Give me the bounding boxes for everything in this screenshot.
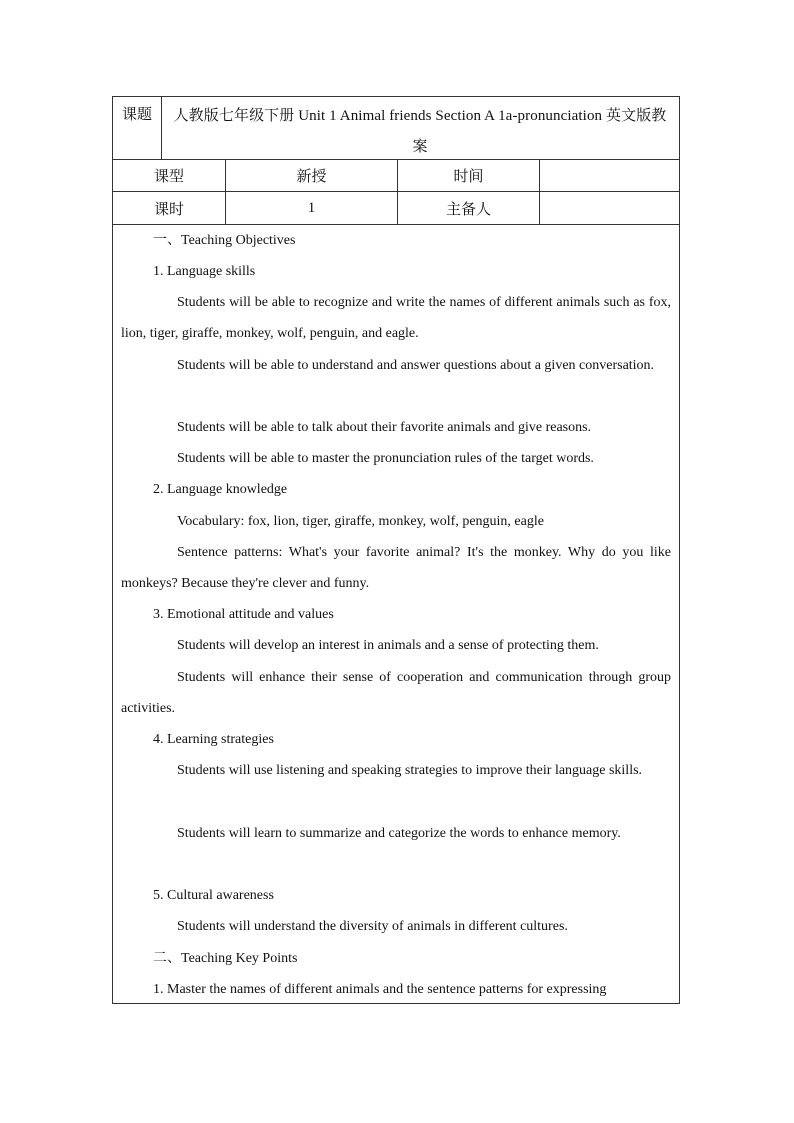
paragraph: Students will be able to master the pronunciation rules of the target words. [177, 451, 594, 466]
subheading-emotional-attitude: 3. Emotional attitude and values [153, 607, 334, 622]
paragraph: Students will be able to understand and answer questions about a given conversation. [177, 358, 655, 373]
period-label: 课时 [153, 201, 184, 218]
paragraph: Students will be able to recognize and write the names of different animals such as fox, lion, tiger, giraffe, monkey, wolf, penguin, and eagle. [121, 295, 671, 342]
paragraph: Students will enhance their sense of cooperation and communication through group activities. [121, 670, 671, 717]
subheading-language-knowledge: 2. Language knowledge [153, 482, 288, 497]
paragraph: Students will learn to summarize and categorize the words to enhance memory. [177, 826, 621, 841]
subheading-cultural-awareness: 5. Cultural awareness [153, 888, 274, 903]
preparer-label: 主备人 [397, 192, 539, 224]
time-label: 时间 [397, 160, 539, 191]
type-value: 新授 [225, 160, 397, 191]
paragraph: Students will develop an interest in animals and a sense of protecting them. [177, 638, 599, 653]
paragraph: Vocabulary: fox, lion, tiger, giraffe, monkey, wolf, penguin, eagle [177, 514, 544, 529]
type-label: 课型 [153, 169, 184, 185]
subheading-language-skills: 1. Language skills [153, 264, 256, 279]
key-point-item: 1. Master the names of different animals and the sentence patterns for expressing [153, 982, 607, 997]
period-row [113, 192, 679, 225]
subject-value: 人教版七年级下册 Unit 1 Animal friends Section A 1a-pronunciation 英文版教案 [173, 108, 667, 155]
subject-row [113, 97, 679, 160]
subheading-learning-strategies: 4. Learning strategies [153, 732, 274, 747]
type-row [113, 160, 679, 192]
subject-label: 课题 [121, 107, 152, 123]
time-value [539, 160, 679, 191]
section-heading-objectives: 一、Teaching Objectives [153, 233, 296, 248]
paragraph: Students will be able to talk about their favorite animals and give reasons. [177, 420, 592, 435]
lesson-content [113, 225, 679, 1003]
paragraph: Students will use listening and speaking strategies to improve their language skills. [177, 763, 643, 778]
period-value: 1 [225, 192, 397, 224]
paragraph: Sentence patterns: What's your favorite animal? It's the monkey. Why do you like monkeys? Because they're clever and funny. [121, 545, 671, 592]
lesson-plan-table [112, 96, 680, 1004]
preparer-value [539, 192, 679, 224]
section-heading-key-points: 二、Teaching Key Points [153, 951, 298, 966]
paragraph: Students will understand the diversity of animals in different cultures. [177, 919, 568, 934]
